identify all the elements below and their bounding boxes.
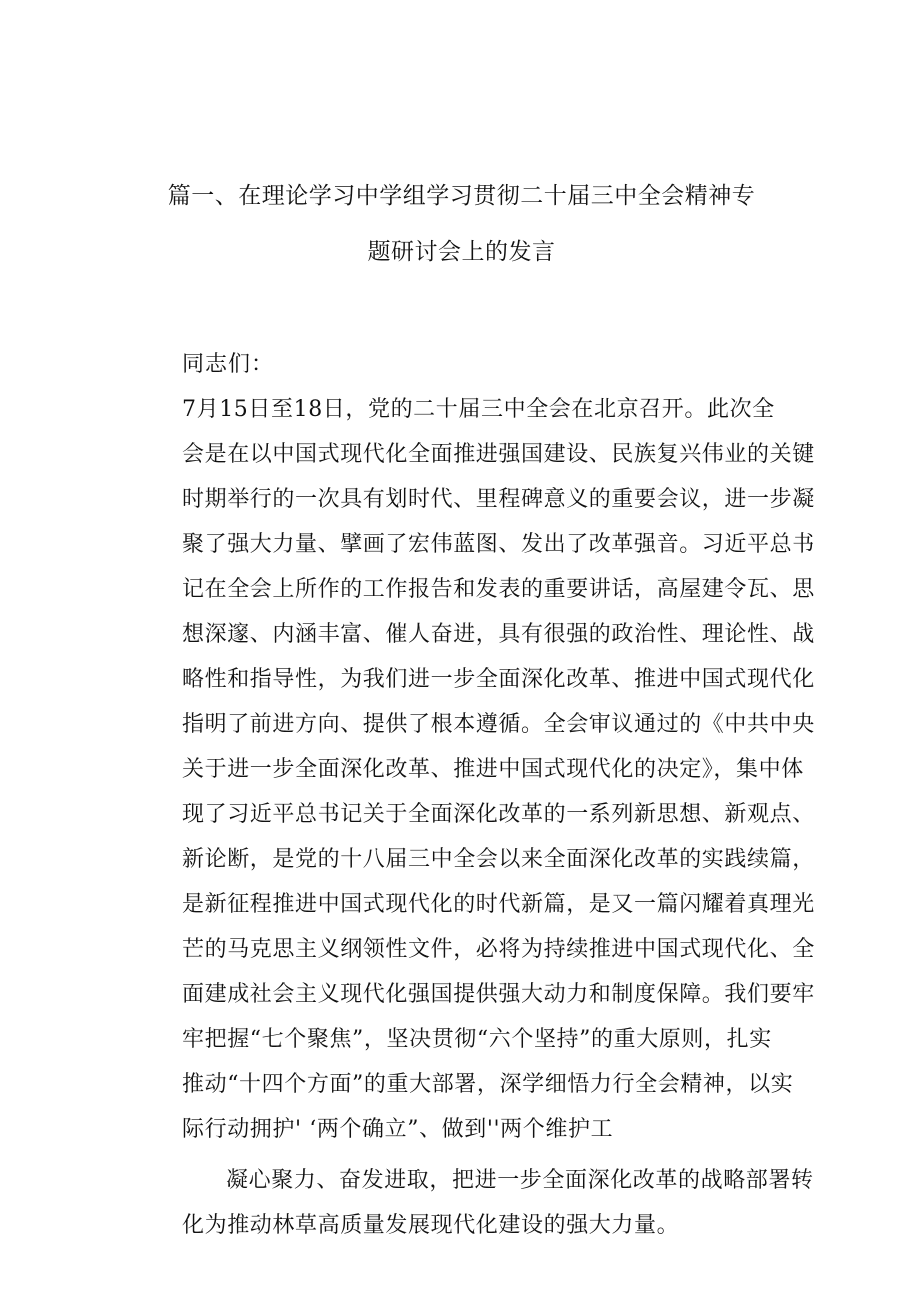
paragraph-1-line: 指明了前进方向、提供了根本遵循。全会审议通过的《中共中央 (182, 712, 815, 737)
paragraph-1-line: 关于进一步全面深化改革、推进中国式现代化的决定》，集中体 (182, 757, 804, 782)
paragraph-1-line: 略性和指导性，为我们进一步全面深化改革、推进中国式现代化 (182, 667, 815, 692)
title-line-2: 题研讨会上的发言 (367, 239, 556, 265)
paragraph-2 (138, 1158, 814, 1248)
paragraph-1-line: 际行动拥护' ‘两个确立”、做到''两个维护工 (182, 1117, 614, 1142)
document-body (138, 342, 815, 1248)
title-line-1: 篇一、在理论学习中学组学习贯彻二十届三中全会精神专 (167, 183, 756, 209)
paragraph-2-line: 化为推动林草高质量发展现代化建设的强大力量。 (182, 1213, 680, 1238)
document-title (138, 0, 785, 280)
paragraph-1-line: 是新征程推进中国式现代化的时代新篇，是又一篇闪耀着真理光 (182, 892, 815, 917)
paragraph-1-line: 面建成社会主义现代化强国提供强大动力和制度保障。我们要牢 (182, 982, 815, 1007)
paragraph-1-line: 想深邃、内涵丰富、催人奋进，具有很强的政治性、理论性、战 (182, 622, 815, 647)
paragraph-1 (138, 387, 815, 1152)
paragraph-1-line: 牢把握“七个聚焦”，坚决贯彻“六个坚持”的重大原则，扎实 (182, 1027, 772, 1052)
paragraph-1-line: 7月15日至18日，党的二十届三中全会在北京召开。此次全 (182, 397, 775, 422)
paragraph-2-line: 凝心聚力、奋发进取，把进一步全面深化改革的战略部署转 (226, 1168, 814, 1193)
paragraph-1-line: 会是在以中国式现代化全面推进强国建设、民族复兴伟业的关键 (182, 442, 815, 467)
paragraph-1-line: 时期举行的一次具有划时代、里程碑意义的重要会议，进一步凝 (182, 487, 815, 512)
paragraph-1-line: 推动“十四个方面”的重大部署，深学细悟力行全会精神，以实 (182, 1072, 794, 1097)
paragraph-1-line: 新论断，是党的十八届三中全会以来全面深化改革的实践续篇， (182, 847, 815, 872)
paragraph-1-line: 聚了强大力量、擘画了宏伟蓝图、发出了改革强音。习近平总书 (182, 532, 815, 557)
paragraph-1-line: 现了习近平总书记关于全面深化改革的一系列新思想、新观点、 (182, 802, 815, 827)
paragraph-1-line: 芒的马克思主义纲领性文件，必将为持续推进中国式现代化、全 (182, 937, 815, 962)
paragraph-1-line: 记在全会上所作的工作报告和发表的重要讲话，高屋建令瓦、思 (182, 577, 815, 602)
salutation: 同志们： (182, 352, 275, 377)
